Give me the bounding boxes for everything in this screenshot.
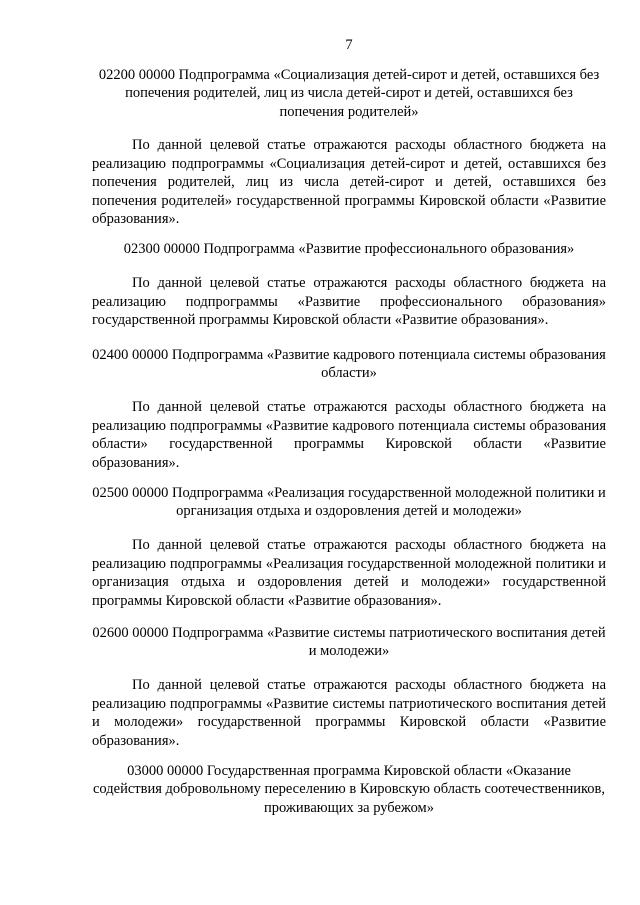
section-body-02200: По данной целевой статье отражаются расходы областного бюджета на реализацию подпрограммы «Социализация детей-сирот и детей, оставшихся без попечения родителей, лиц из числа детей-сирот и детей, оставшихся без попечения родителей» государственной программы Кировской области «Развитие образования».	[92, 137, 606, 228]
section-body-02600: По данной целевой статье отражаются расходы областного бюджета на реализацию подпрограммы «Развитие системы патриотического воспитания детей и молодежи» государственной программы Кировской области «Развитие образования».	[92, 677, 606, 749]
section-heading-02300: 02300 00000 Подпрограмма «Развитие профессионального образования»	[123, 241, 575, 257]
section-body-02500: По данной целевой статье отражаются расходы областного бюджета на реализацию подпрограммы «Реализация государственной молодежной политики и организация отдыха и оздоровления детей и молодежи» государственной программы Кировской области «Развитие образования».	[92, 537, 606, 609]
section-body-02300: По данной целевой статье отражаются расходы областного бюджета на реализацию подпрограммы «Развитие профессионального образования» государственной программы Кировской области «Развитие образования».	[92, 275, 606, 329]
section-body-02400: По данной целевой статье отражаются расходы областного бюджета на реализацию подпрограммы «Развитие кадрового потенциала системы образования области» государственной программы Кировской области «Развитие образования».	[92, 399, 606, 471]
page-number: 7	[345, 37, 353, 53]
section-heading-03000: 03000 00000 Государственная программа Кировской области «Оказание содействия добровольному переселению в Кировскую область соотечественников, проживающих за рубежом»	[92, 763, 606, 816]
section-heading-02200: 02200 00000 Подпрограмма «Социализация детей-сирот и детей, оставшихся без попечения родителей, лиц из числа детей-сирот и детей, оставшихся без попечения родителей»	[98, 67, 600, 120]
document-page	[92, 0, 606, 905]
section-heading-02600: 02600 00000 Подпрограмма «Развитие системы патриотического воспитания детей и молодежи»	[92, 625, 606, 660]
section-heading-02400: 02400 00000 Подпрограмма «Развитие кадрового потенциала системы образования области»	[92, 347, 606, 382]
section-heading-02500: 02500 00000 Подпрограмма «Реализация государственной молодежной политики и организация отдыха и оздоровления детей и молодежи»	[92, 485, 606, 520]
